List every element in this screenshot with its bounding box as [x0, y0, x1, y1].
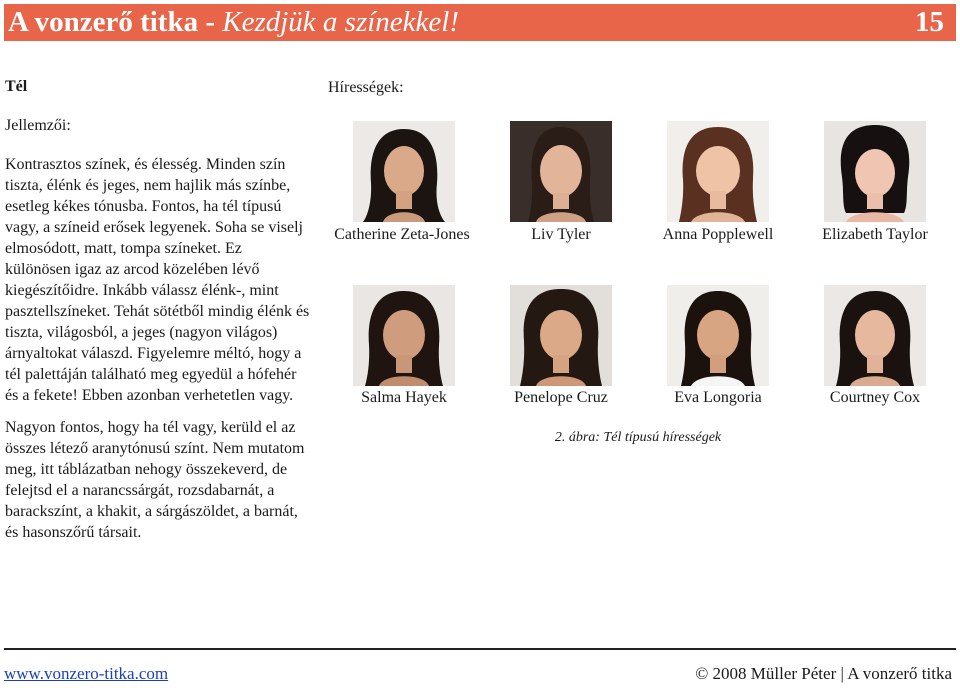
- section-heading: Tél: [5, 78, 28, 95]
- figure-caption: 2. ábra: Tél típusú hírességek: [554, 430, 722, 445]
- celebrity-name: Salma Hayek: [361, 389, 447, 406]
- celebrity-photo: [510, 285, 612, 386]
- celebrity-photo: [353, 121, 455, 222]
- title-subtitle: Kezdjük a színekkel!: [222, 6, 460, 38]
- celebrity-photo: [353, 285, 455, 386]
- celebrity-name: Anna Popplewell: [662, 226, 774, 243]
- page-header: [4, 4, 956, 41]
- celebrity-name: Courtney Cox: [829, 389, 921, 406]
- celebrity-photo: [824, 121, 926, 222]
- celebrities-title: Hírességek:: [328, 79, 404, 96]
- footer-website-link[interactable]: www.vonzero-titka.com: [4, 664, 169, 683]
- page-title: [8, 6, 459, 39]
- page-number: 15: [915, 6, 944, 38]
- celebrity-name: Eva Longoria: [674, 389, 762, 406]
- celebrity-photo: [824, 285, 926, 386]
- footer-copyright: © 2008 Müller Péter | A vonzerő titka: [695, 664, 952, 683]
- text-column: [5, 76, 311, 543]
- title-main: A vonzerő titka -: [8, 6, 223, 38]
- paragraph-characteristics: Kontrasztos színek, és élesség. Minden szín tiszta, élénk és jeges, nem hajlik más színbe, esetleg kékes tónusba. Fontos, ha tél típusú vagy, a színeid erősek legyenek. Soha se viselj elmosódott, matt, tompa színeket. Ez különösen igaz az arcod közelében lévő kiegészítőidre. Inkább válassz élénk-, mint pasztellszíneket. Tehát sötétből mindig élénk és tiszta, világosból, a jeges (nagyon világos) árnyaltokat válaszd. Figyelemre méltó, hogy a tél palettáján található meg egyedül a hófehér és a fekete! Ebben azonban verhetetlen vagy.: [5, 156, 310, 404]
- footer-divider: [4, 648, 956, 650]
- celebrity-name: Liv Tyler: [531, 226, 591, 243]
- characteristics-label: Jellemzői:: [5, 117, 71, 134]
- celebrity-name: Elizabeth Taylor: [822, 226, 928, 243]
- celebrity-name: Catherine Zeta-Jones: [334, 226, 470, 243]
- celebrity-photo: [510, 121, 612, 222]
- celebrity-photo: [667, 121, 769, 222]
- celebrity-name: Penelope Cruz: [514, 389, 608, 406]
- paragraph-avoid-colors: Nagyon fontos, hogy ha tél vagy, kerüld el az összes létező aranytónusú színt. Nem mutatom meg, itt táblázatban nehogy összekeverd, de felejtsd el a narancssárgát, rozsdabarnát, a barackszínt, a khakit, a sárgászöldet, a barnát, és hasonszőrű társait.: [5, 419, 305, 541]
- celebrity-photo: [667, 285, 769, 386]
